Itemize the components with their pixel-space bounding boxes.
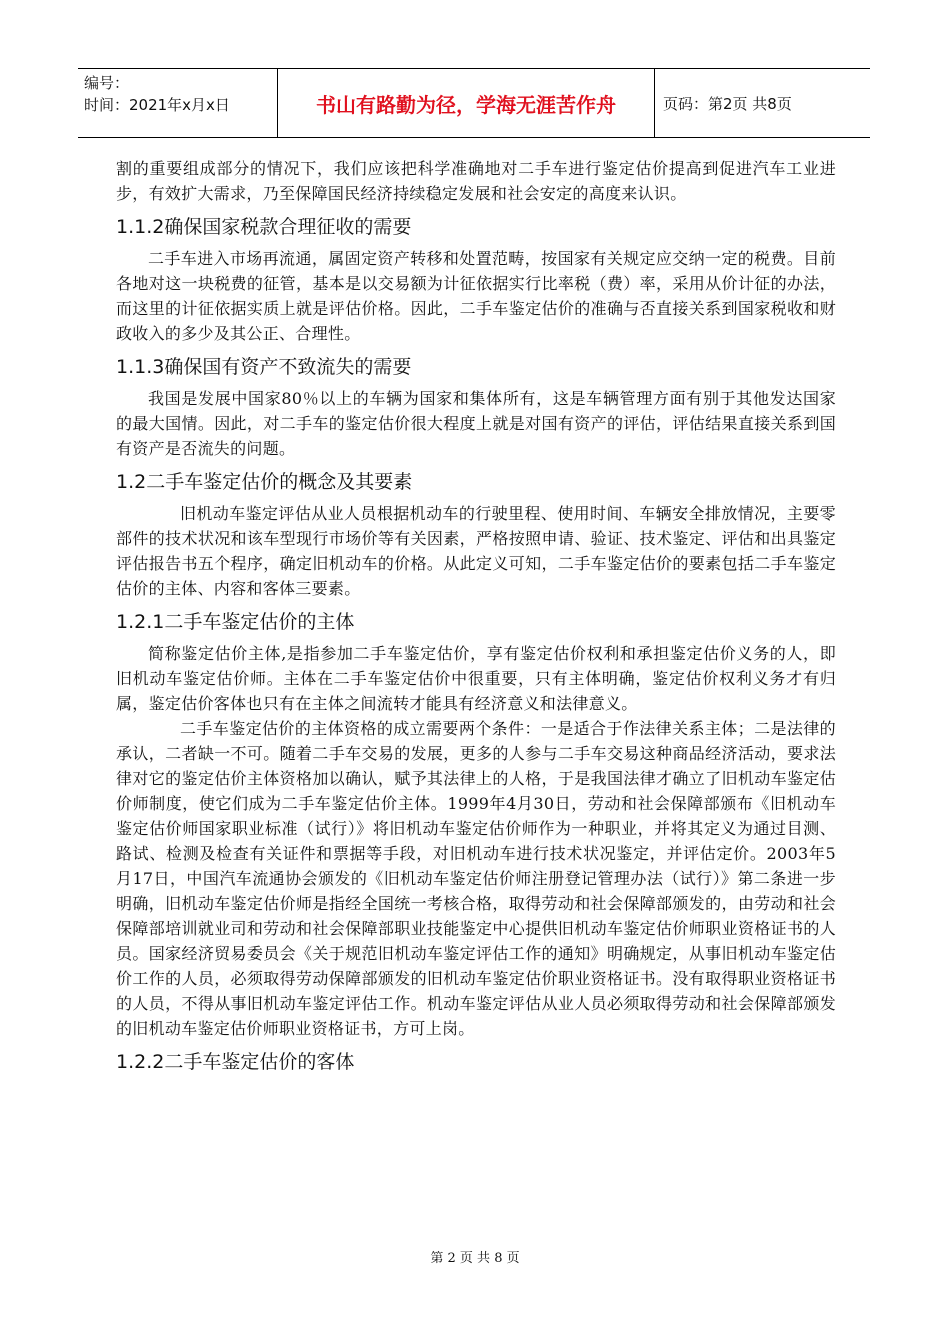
document-body xyxy=(116,156,836,1081)
section-heading: 1.2.2二手车鉴定估价的客体 xyxy=(116,1051,355,1073)
page-footer: 第 2 页 共 8 页 xyxy=(430,1251,520,1266)
paragraph: 割的重要组成部分的情况下，我们应该把科学准确地对二手车进行鉴定估价提高到促进汽车工业进步，有效扩大需求，乃至保障国民经济持续稳定发展和社会安定的高度来认识。 xyxy=(116,159,836,203)
paragraph: 简称鉴定估价主体,是指参加二手车鉴定估价，享有鉴定估价权利和承担鉴定估价义务的人，即旧机动车鉴定估价师。主体在二手车鉴定估价中很重要，只有主体明确，鉴定估价权利义务才有归属，鉴定估价客体也只有在主体之间流转才能具有经济意义和法律意义。 xyxy=(116,644,836,713)
paragraph: 二手车进入市场再流通，属固定资产转移和处置范畴，按国家有关规定应交纳一定的税费。目前各地对这一块税费的征管，基本是以交易额为计征依据实行比率税（费）率，采用从价计征的办法，而这里的计征依据实质上就是评估价格。因此，二手车鉴定估价的准确与否直接关系到国家税收和财政收入的多少及其公正、合理性。 xyxy=(116,249,836,343)
page-header xyxy=(78,68,870,138)
paragraph: 旧机动车鉴定评估从业人员根据机动车的行驶里程、使用时间、车辆安全排放情况，主要零部件的技术状况和该车型现行市场价等有关因素，严格按照申请、验证、技术鉴定、评估和出具鉴定评估报告书五个程序，确定旧机动车的价格。从此定义可知，二手车鉴定估价的要素包括二手车鉴定估价的主体、内容和客体三要素。 xyxy=(116,504,836,598)
section-heading: 1.1.3确保国有资产不致流失的需要 xyxy=(116,356,412,378)
serial-label: 编号： xyxy=(84,74,130,92)
section-heading: 1.2.1二手车鉴定估价的主体 xyxy=(116,611,355,633)
section-heading: 1.2二手车鉴定估价的概念及其要素 xyxy=(116,471,413,493)
header-motto: 书山有路勤为径，学海无涯苦作舟 xyxy=(278,69,655,137)
paragraph: 二手车鉴定估价的主体资格的成立需要两个条件：一是适合于作法律关系主体；二是法律的承认，二者缺一不可。随着二手车交易的发展，更多的人参与二手车交易这种商品经济活动，要求法律对它的鉴定估价主体资格加以确认，赋予其法律上的人格，于是我国法律才确立了旧机动车鉴定估价师制度，使它们成为二手车鉴定估价主体。1999年4月30日，劳动和社会保障部颁布《旧机动车鉴定估价师国家职业标准（试行）》将旧机动车鉴定估价师作为一种职业，并将其定义为通过目测、路试、检测及检查有关证件和票据等手段，对旧机动车进行技术状况鉴定，并评估定价。2003年5月17日，中国汽车流通协会颁发的《旧机动车鉴定估价师注册登记管理办法（试行）》第二条进一步明确，旧机动车鉴定估价师是指经全国统一考核合格，取得劳动和社会保障部颁发的，由劳动和社会保障部培训就业司和劳动和社会保障部职业技能鉴定中心提供旧机动车鉴定估价师职业资格证书的人员。国家经济贸易委员会《关于规范旧机动车鉴定评估工作的通知》明确规定，从事旧机动车鉴定估价工作的人员，必须取得劳动保障部颁发的旧机动车鉴定估价职业资格证书。没有取得职业资格证书的人员，不得从事旧机动车鉴定评估工作。机动车鉴定评估从业人员必须取得劳动和社会保障部颁发的旧机动车鉴定估价师职业资格证书，方可上岗。 xyxy=(116,719,836,1038)
header-meta xyxy=(78,69,278,137)
header-page-label: 页码：第2页 共8页 xyxy=(663,94,792,113)
date-label: 时间：2021年x月x日 xyxy=(84,96,230,114)
section-heading: 1.1.2确保国家税款合理征收的需要 xyxy=(116,216,412,238)
paragraph: 我国是发展中国家80％以上的车辆为国家和集体所有，这是车辆管理方面有别于其他发达国家的最大国情。因此，对二手车的鉴定估价很大程度上就是对国有资产的评估，评估结果直接关系到国有资产是否流失的问题。 xyxy=(116,389,836,458)
